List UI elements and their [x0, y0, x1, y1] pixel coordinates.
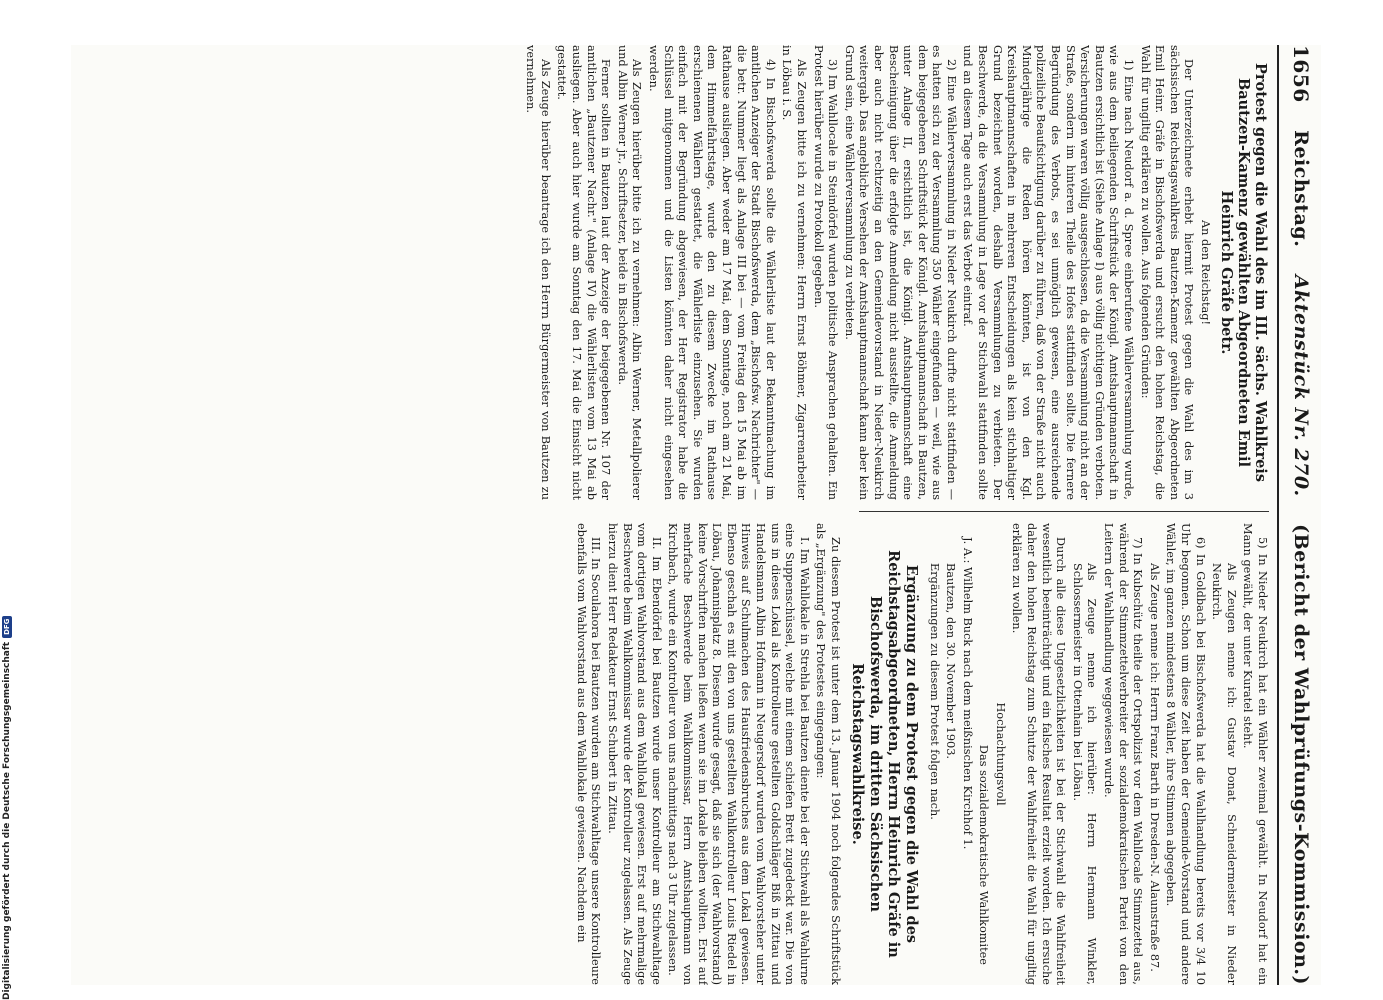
- header-left: Reichstag.: [1290, 130, 1312, 248]
- address-line: An den Reichstag!: [1199, 219, 1212, 326]
- paragraph: Als Zeuge hierüber beantrage ich den Herrn Bürgermeister von Bautzen zu vernehmen.: [524, 45, 552, 500]
- paragraph: 6) In Goldbach bei Bischofswerda hat die Wahlhandlung bereits vor 3/4 10 Uhr begonnen. Schon um diese Zeit haben der Gemeinde-Vorstand und andere Wähler, im ganzen mindestens 8 Wähler, ihre Stimmen abgegeben.: [1164, 523, 1207, 985]
- page-header: [1281, 45, 1321, 985]
- closing: Hochachtungsvoll: [993, 702, 1007, 806]
- paragraph: 5) In Nieder Neukirch hat ein Wähler zweimal gewählt. In Neudorf hat ein Mann gewählt, der unter Kuratel steht.: [1241, 523, 1269, 985]
- paragraph: 1) Eine nach Neudorf a. d. Spree einberufene Wählerversammlung wurde, wie aus dem beiliegenden Schriftstück der Königl. Amtshauptmannschaft in Bautzen ersichtlich ist (Siehe Anlage I) aus völlig nichtigen Gründen verboten. Versicherungen waren völlig ausgeschlossen, da die Versammlung nicht an der Straße, sondern im hinteren Theile des Hofes stattfinden sollte. Die fernere Begründung des Verbots, es sei unmöglich gewesen, eine ausreichende polizeiliche Beaufsichtigung darüber zu führen, daß von der Straße nicht auch Minderjährige die Reden hören könnten, ist von den Kgl. Kreishauptmannschaften in mehreren Entscheidungen als kein stichhaltiger Grund bezeichnet worden, deshalb Versammlungen zu verbieten. Der Beschwerde, da die Versammlung in Lage vor der Stichwahl stattfinden sollte und an diesem Tage auch erst das Verbot eintraf.: [961, 45, 1136, 500]
- right-column: [79, 523, 1269, 985]
- paragraph: 2) Eine Wählerversammlung in Nieder Neukirch durfte nicht stattfinden — es hatten sich zu der Versammlung 350 Wähler eingefunden — weil, wie aus dem beigegebenen Schriftstück der Königl. Amtshauptmannschaft in Bautzen, unter Anlage II, ersichtlich ist, die Königl. Amtshauptmannschaft eine Bescheinigung über die erfolgte Anmeldung nicht ausstellte, die Anmeldung aber auch nicht rechtzeitig an den Gemeindevorstand in Nieder-Neukirch weitergab. Das angebliche Versehen der Amtshauptmannschaft kann aber kein Grund sein, eine Wählerversammlung zu verbieten.: [842, 45, 958, 500]
- committee: Das sozialdemokratische Wahlkomitee: [977, 744, 991, 965]
- paragraph: II. Im Ebendörfel bei Bautzen wurde unser Kontrolleur am Stichwahltage vom dortigen Wahlvorstand aus dem Wahllokal gewiesen. Erst auf mehrmalige Beschwerde beim Wahlkommissar wurde der Kontrolleur zugelassen. Als Zeuge hierzu dient Herr Redakteur Ernst Schubert in Zittau.: [606, 523, 663, 985]
- supplement-intro: Zu diesem Protest ist unter dem 13. Januar 1904 noch folgendes Schriftstück als „Ergänzung" des Protestes eingegangen:: [814, 523, 842, 985]
- paragraph: Der Unterzeichnete erhebt hiermit Protest gegen die Wahl des im 3 sächsischen Reichstagswahlkreis Bautzen-Kamenz gewählten Abgeordneten Emil Heinr. Gräfe in Bischofswerda und ersucht den hohen Reichstag, die Wahl für ungiltig erklären zu wollen. Aus folgenden Gründen:: [1138, 45, 1196, 500]
- paragraph: III. In Soculahora bei Bautzen wurden am Stichwahltage unsere Kontrolleure ebenfalls vom Wahlvorstand aus dem Wahllokale gewiesen. Nachdem ein: [574, 523, 603, 985]
- left-column: [79, 45, 1269, 500]
- paragraph: Als Zeuge nenne ich hierüber: Herrn Hermann Winkler, Schlossermeister in Ottenhain bei Löbau.: [1070, 563, 1099, 985]
- header-rule: [1277, 45, 1279, 985]
- paragraph: 7) In Kubschütz theilte der Ortspolizist vor dem Wahllocale Stimmzettel aus, während der Stimmzettelverbreiter der sozialdemokratischen Partei von den Leitern der Wahlhandlung weggewiesen wurde.: [1102, 523, 1145, 985]
- paragraph: Als Zeugen nenne ich: Gustav Donat, Schneidermeister in Nieder Neukirch.: [1210, 563, 1238, 985]
- funding-note: Digitalisierung gefördert durch die Deutsche Forschungsgemeinschaft: [2, 641, 12, 1000]
- appendix-note: Ergänzungen zu diesem Protest folgen nach.: [927, 563, 941, 820]
- paragraph: Durch alle diese Ungesetzlichkeiten ist bei der Stichwahl die Wahlfreiheit wesentlich beeinträchtigt und ein falsches Resultat erzielt worden. Ich ersuche daher den hohen Reichstag zum Schutze der Wahlfreiheit die Wahl für ungiltig erklären zu wollen.: [1010, 523, 1068, 985]
- paragraph: Als Zeuge nenne ich: Herrn Franz Barth in Dresden-N. Alaunstraße 87.: [1147, 563, 1161, 972]
- header-commission: (Bericht der Wahlprüfungs-Kommission.): [1290, 524, 1312, 985]
- paragraph: Als Zeugen hierüber bitte ich zu vernehmen: Albin Werner, Metallpolierer und Albin Werner jr., Schriftsetzer, beide in Bischofswerda.: [615, 45, 644, 500]
- page-number: 1656: [1289, 45, 1313, 103]
- paragraph: I. Im Wahllokale in Strehla bei Bautzen diente bei der Stichwahl als Wahlurne eine Suppenschüssel, welche mit einem schiefen Brett zugedeckt war. Die von uns in dieses Lokal als Kontrolleure gestellten Goldschläger Biß in Zittau und Handelsmann Albin Hofmann in Neugersdorf wurden vom Wahlvorsteher unter Hinweis auf Schulmachen des Hausfriedensbruches aus dem Lokal gewiesen. Ebenso geschah es mit den von uns gestellten Wahlkontrolleur Louis Riedel in Löbau, Johannisplatz 8. Diesem wurde gesagt, daß sie sich (der Wahlvorstand) keine Vorschriften machen ließen wenn sie im Lokale bleiben wollten. Erst auf mehrfache Beschwerde beim Wahlkommissar, Herrn Amtshauptmann von Kirchbach, wurde ein Kontrolleur von uns nachmittags nach 3 Uhr zugelassen.: [666, 523, 811, 985]
- signature: J. A.: Wilhelm Buck nach dem meißnischen Kirchhof 1.: [960, 537, 974, 850]
- dfg-logo: DFG: [2, 616, 12, 638]
- supplement-title: Ergänzung zu dem Protest gegen die Wahl des Reichstagsabgeordneten, Herrn Heinrich Gräfe in Bischofswerda, im dritten Sächsischen Reichstagswahlkreise.: [848, 550, 920, 958]
- paragraph: Ferner sollten in Bautzen laut der Anzeige der beigegebenen Nr. 107 der amtlichen „Bautzener Nachr." (Anlage IV) die Wählerlisten vom 13 Mai ab ausliegen. Aber auch hier wurde am Sonntag den 17. Mai die Einsicht nicht gestattet.: [555, 45, 613, 500]
- paragraph: 3) Im Wahllocale in Steindörfel wurden politische Ansprachen gehalten. Ein Protest hierüber wurde zu Protokoll gegeben.: [811, 45, 840, 500]
- rotated-document: [71, 45, 1321, 985]
- paragraph: Als Zeugen bitte ich zu vernehmen: Herrn Ernst Böhmer, Zigarrenarbeiter in Löbau i. S.: [780, 45, 808, 500]
- protest-title: Protest gegen die Wahl des im III. sächs. Wahlkreis Bautzen-Kamenz gewählten Abgeordneten Emil Heinrich Gräfe betr.: [1218, 63, 1269, 482]
- paragraph: 4) In Bischofswerda sollte die Wählerliste laut der Bekanntmachung im amtlichen Anzeiger der Stadt Bischofswerda, dem „Bischofsw. Nachrichter" — die betr. Nummer liegt als Anlage III bei — vom Freitag den 15 Mai ab im Rathause ausliegen. Aber weder am 17 Mai, dem Sonntage, noch am 21 Mai, dem Himmelfahrtstage, wurde den zu diesem Zwecke im Rathause erschienenen Wählern gestattet, die Wählerliste einzusehen. Sie wurden einfach mit der Begründung abgewiesen, der Herr Registrator habe die Schlüssel mitgenommen und die Listen könnten daher nicht eingesehen werden.: [647, 45, 777, 500]
- header-document-number: Aktenstück Nr. 270.: [1290, 274, 1312, 497]
- place-date: Bautzen, den 30. November 1903.: [944, 563, 958, 760]
- column-separator: [859, 511, 1269, 512]
